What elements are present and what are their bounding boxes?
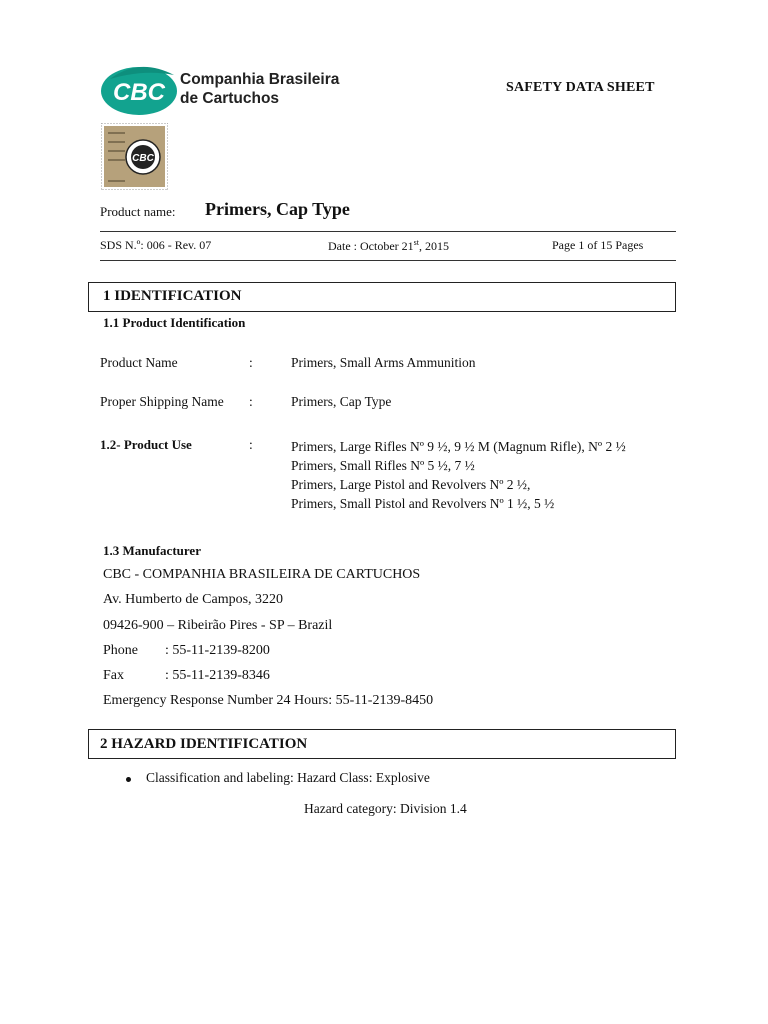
product-use-sep: : bbox=[249, 437, 253, 452]
seal-text: CBC bbox=[132, 153, 154, 164]
manufacturer-name: CBC - COMPANHIA BRASILEIRA DE CARTUCHOS bbox=[103, 567, 421, 582]
product-use-item: Primers, Large Rifles Nº 9 ½, 9 ½ M (Magnum Rifle), Nº 2 ½ bbox=[291, 439, 626, 454]
company-line-2: de Cartuchos bbox=[180, 90, 280, 107]
product-use-item: Primers, Small Pistol and Revolvers Nº 1 ½, 5 ½ bbox=[291, 496, 555, 511]
divider-top bbox=[100, 231, 676, 232]
certification-seal bbox=[101, 123, 168, 190]
product-name-row-label: Product Name bbox=[100, 355, 178, 370]
product-use-list bbox=[291, 437, 626, 513]
cbc-logo bbox=[100, 61, 178, 117]
product-name-label: Product name: bbox=[100, 204, 176, 219]
shipping-name-row-sep: : bbox=[249, 394, 253, 409]
document-title: SAFETY DATA SHEET bbox=[506, 80, 655, 95]
phone-label: Phone bbox=[103, 643, 138, 658]
hazard-category: Hazard category: Division 1.4 bbox=[304, 801, 467, 816]
emergency-number: Emergency Response Number 24 Hours: 55-11-2139-8450 bbox=[103, 693, 434, 708]
manufacturer-address-1: Av. Humberto de Campos, 3220 bbox=[103, 592, 284, 607]
manufacturer-title: 1.3 Manufacturer bbox=[103, 543, 201, 558]
page-count: Page 1 of 15 Pages bbox=[552, 238, 644, 252]
sds-number: SDS N.º: 006 - Rev. 07 bbox=[100, 238, 212, 252]
product-name-row-sep: : bbox=[249, 355, 253, 370]
product-use-label: 1.2- Product Use bbox=[100, 437, 192, 452]
logo-text: CBC bbox=[113, 79, 165, 106]
divider-bottom bbox=[100, 260, 676, 261]
company-line-1: Companhia Brasileira bbox=[180, 71, 340, 88]
hazard-classification: Classification and labeling: Hazard Class: Explosive bbox=[146, 770, 430, 785]
sds-date: Date : October 21st, 2015 bbox=[328, 238, 449, 253]
shipping-name-row-value: Primers, Cap Type bbox=[291, 394, 392, 409]
subsection-1-1-title: 1.1 Product Identification bbox=[103, 315, 246, 330]
product-use-item: Primers, Small Rifles Nº 5 ½, 7 ½ bbox=[291, 458, 475, 473]
section-2-title: 2 HAZARD IDENTIFICATION bbox=[100, 736, 308, 752]
shipping-name-row-label: Proper Shipping Name bbox=[100, 394, 224, 409]
product-use-item: Primers, Large Pistol and Revolvers Nº 2 ½, bbox=[291, 477, 531, 492]
section-1-title: 1 IDENTIFICATION bbox=[103, 288, 242, 304]
bullet-icon bbox=[126, 777, 131, 782]
fax-value: : 55-11-2139-8346 bbox=[165, 668, 270, 683]
manufacturer-address-2: 09426-900 – Ribeirão Pires - SP – Brazil bbox=[103, 618, 333, 633]
product-name-value: Primers, Cap Type bbox=[205, 199, 350, 219]
product-name-row-value: Primers, Small Arms Ammunition bbox=[291, 355, 476, 370]
phone-value: : 55-11-2139-8200 bbox=[165, 643, 270, 658]
fax-label: Fax bbox=[103, 668, 124, 683]
company-name bbox=[180, 70, 339, 108]
